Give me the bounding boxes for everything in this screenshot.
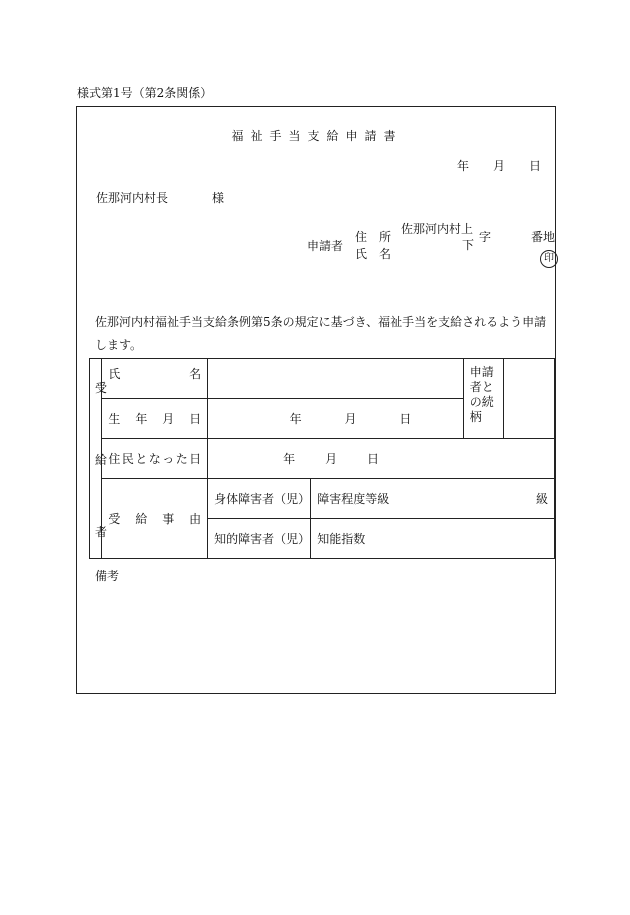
reason-char-1: 受 xyxy=(108,512,121,526)
recipient-column xyxy=(90,359,107,559)
birthdate-value-cell[interactable] xyxy=(208,399,464,439)
resident-char-7: 日 xyxy=(189,452,202,466)
address-label-1: 住 xyxy=(355,230,368,244)
recipient-char-2: 給 xyxy=(94,453,107,467)
birth-year: 年 xyxy=(289,412,302,426)
birth-label-4: 日 xyxy=(189,412,202,426)
reason-label-cell xyxy=(102,479,208,559)
physical-disability-cell xyxy=(208,479,311,519)
honorific: 様 xyxy=(212,191,225,205)
reason-char-4: 由 xyxy=(189,512,202,526)
relationship-label-cell xyxy=(463,359,503,439)
recipient-char-3: 者 xyxy=(94,525,107,539)
resident-char-1: 住 xyxy=(108,452,121,466)
physical-grade-label: 障害程度等級 xyxy=(317,492,390,506)
resident-day: 日 xyxy=(367,452,380,466)
resident-char-2: 民 xyxy=(121,452,134,466)
intellectual-disability-cell xyxy=(208,519,311,559)
recipient-table xyxy=(89,358,555,559)
form-number: 様式第1号（第2条関係） xyxy=(77,86,213,100)
birth-day: 日 xyxy=(399,412,412,426)
reason-char-3: 事 xyxy=(162,512,175,526)
resident-date-value-cell[interactable] xyxy=(208,439,555,479)
remarks-label: 備考 xyxy=(95,569,120,583)
date-year: 年 xyxy=(457,159,470,173)
birth-label-1: 生 xyxy=(108,412,121,426)
birth-label-2: 年 xyxy=(135,412,148,426)
iq-label: 知能指数 xyxy=(317,532,366,546)
physical-grade-cell[interactable] xyxy=(311,479,555,519)
intellectual-disability-label: 知的障害者（児） xyxy=(214,532,311,546)
application-statement: 佐那河内村福祉手当支給条例第5条の規定に基づき、福祉手当を支給されるよう申請します。 xyxy=(95,315,547,352)
birth-month: 月 xyxy=(344,412,357,426)
name-label-cell xyxy=(102,359,208,399)
name-label-shi: 氏 xyxy=(108,367,121,381)
resident-char-5: っ xyxy=(162,452,175,466)
resident-year: 年 xyxy=(283,452,296,466)
relationship-value-cell[interactable] xyxy=(504,359,555,439)
name-label-2: 名 xyxy=(379,247,392,261)
resident-month: 月 xyxy=(325,452,338,466)
name-label-1: 氏 xyxy=(355,247,368,261)
name-value-cell[interactable] xyxy=(208,359,464,399)
resident-char-6: た xyxy=(175,452,188,466)
address-aza: 字 xyxy=(479,230,492,244)
address-lower: 下 xyxy=(462,238,475,252)
resident-char-3: と xyxy=(135,452,148,466)
application-form xyxy=(76,106,556,694)
date-month: 月 xyxy=(493,159,506,173)
name-label-mei: 名 xyxy=(189,367,202,381)
form-title: 福祉手当支給申請書 xyxy=(231,129,403,143)
recipient-char-1: 受 xyxy=(94,381,107,395)
resident-label-cell xyxy=(102,439,208,479)
iq-cell[interactable] xyxy=(311,519,555,559)
date-day: 日 xyxy=(529,159,542,173)
applicant-label: 申請者 xyxy=(307,239,344,253)
physical-disability-label: 身体障害者（児） xyxy=(214,492,311,506)
resident-char-4: な xyxy=(148,452,161,466)
seal-mark: 印 xyxy=(540,250,558,268)
relationship-label: 申請者との続柄 xyxy=(469,365,494,424)
birthdate-label-cell xyxy=(102,399,208,439)
address-label-2: 所 xyxy=(379,230,392,244)
address-village: 佐那河内村上 xyxy=(401,222,474,236)
birth-label-3: 月 xyxy=(162,412,175,426)
addressee: 佐那河内村長 xyxy=(96,191,169,205)
physical-grade-unit: 級 xyxy=(535,492,548,506)
reason-char-2: 給 xyxy=(135,512,148,526)
address-banchi: 番地 xyxy=(531,230,556,244)
